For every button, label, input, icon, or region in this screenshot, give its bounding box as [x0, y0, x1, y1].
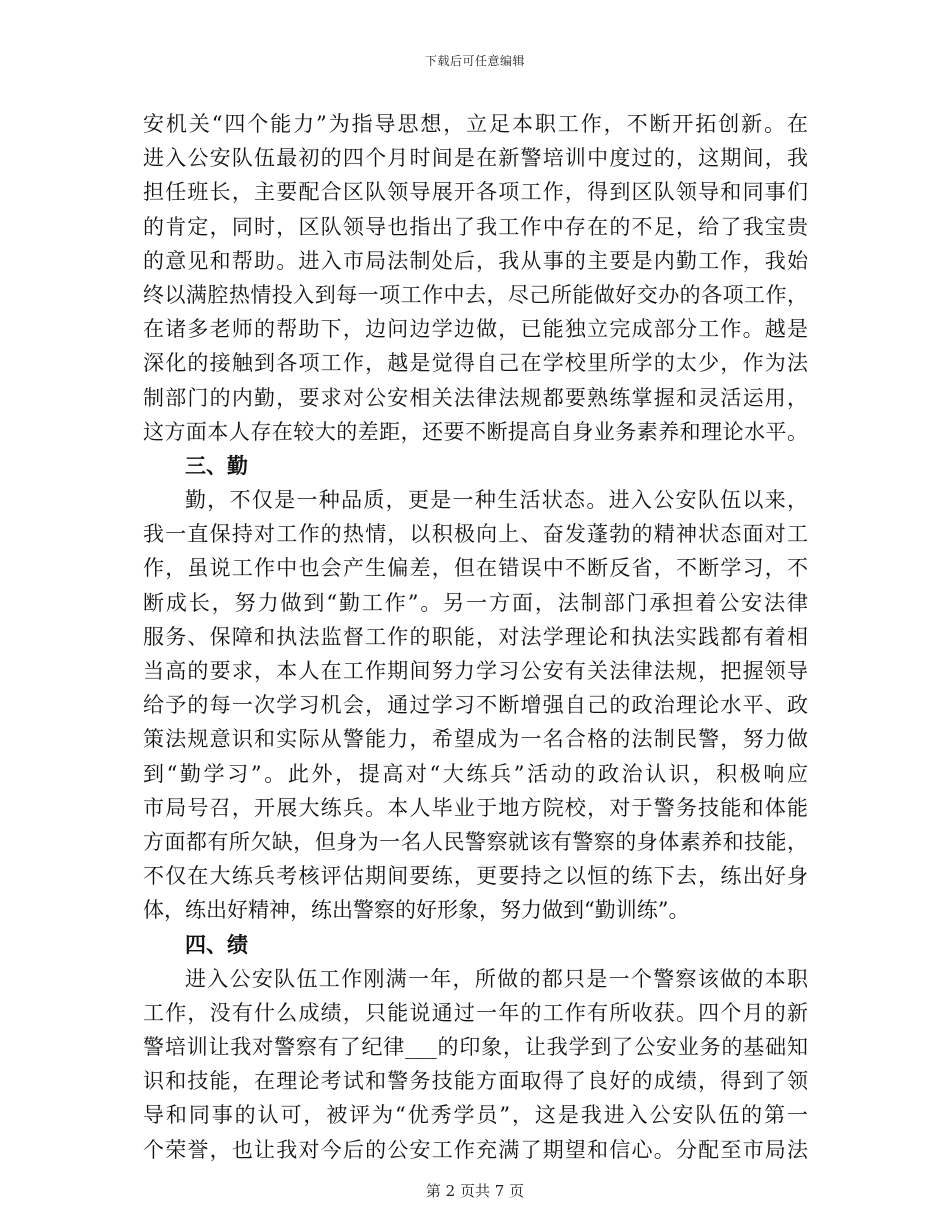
text-line: 勤，不仅是一种品质，更是一种生活状态。进入公安队伍以来，: [185, 488, 808, 513]
text-line: 识和技能，在理论考试和警务技能方面取得了良好的成绩，得到了领: [143, 1069, 808, 1094]
page-footer: 第 2 页共 7 页: [425, 1182, 525, 1200]
text-line: 策法规意识和实际从警能力，希望成为一名合格的法制民警，努力做: [143, 727, 808, 752]
text-line: 这方面本人存在较大的差距，还要不断提高自身业务素养和理论水平。: [143, 419, 808, 444]
text-line: 断成长，努力做到“勤工作”。另一方面，法制部门承担着公安法律: [143, 590, 808, 615]
text-line: 担任班长，主要配合区队领导展开各项工作，得到区队领导和同事们: [143, 180, 808, 205]
text-line: 制部门的内勤，要求对公安相关法律法规都要熟练掌握和灵活运用，: [143, 385, 808, 410]
text-line: 深化的接触到各项工作，越是觉得自己在学校里所学的太少，作为法: [143, 351, 808, 376]
text-line: 我一直保持对工作的热情，以积极向上、奋发蓬勃的精神状态面对工: [143, 522, 808, 547]
text-line: 安机关“四个能力”为指导思想，立足本职工作，不断开拓创新。在: [143, 112, 808, 136]
text-line: 不仅在大练兵考核评估期间要练，更要持之以恒的练下去，练出好身: [143, 864, 808, 889]
text-line: 当高的要求，本人在工作期间努力学习公安有关法律法规，把握领导: [143, 659, 808, 683]
text-line: 体，练出好精神，练出警察的好形象，努力做到“勤训练”。: [143, 898, 690, 923]
paragraph-3: [143, 962, 808, 1167]
text-line: 个荣誉，也让我对今后的公安工作充满了期望和信心。分配至市局法: [143, 1137, 808, 1162]
text-line: 进入公安队伍工作刚满一年，所做的都只是一个警察该做的本职: [185, 966, 808, 991]
text-line: 终以满腔热情投入到每一项工作中去，尽己所能做好交办的各项工作，: [143, 282, 808, 307]
text-line: 警培训让我对警察有了纪律___的印象，让我学到了公安业务的基础知: [143, 1035, 808, 1060]
section-heading-qin: 三、勤: [185, 452, 248, 478]
text-line: 到“勤学习”。此外，提高对“大练兵”活动的政治认识，积极响应: [143, 761, 808, 786]
section-heading-ji: 四、绩: [185, 931, 248, 957]
text-line: 服务、保障和执法监督工作的职能，对法学理论和执法实践都有着相: [143, 624, 808, 649]
text-line: 在诸多老师的帮助下，边问边学边做，已能独立完成部分工作。越是: [143, 317, 808, 342]
text-line: 的意见和帮助。进入市局法制处后，我从事的主要是内勤工作，我始: [143, 248, 808, 273]
page-header: 下载后可任意编辑: [424, 54, 525, 68]
text-line: 导和同事的认可，被评为“优秀学员”，这是我进入公安队伍的第一: [143, 1103, 808, 1128]
text-line: 给予的每一次学习机会，通过学习不断增强自己的政治理论水平、政: [143, 693, 808, 718]
text-line: 工作，没有什么成绩，只能说通过一年的工作有所收获。四个月的新: [143, 1000, 808, 1025]
text-line: 的肯定，同时，区队领导也指出了我工作中存在的不足，给了我宝贵: [143, 214, 808, 239]
text-line: 市局号召，开展大练兵。本人毕业于地方院校，对于警务技能和体能: [143, 795, 808, 820]
document-body: [143, 107, 808, 1167]
text-line: 进入公安队伍最初的四个月时间是在新警培训中度过的，这期间，我: [143, 146, 808, 171]
paragraph-1: [143, 107, 808, 449]
paragraph-2: [143, 483, 808, 927]
text-line: 作，虽说工作中也会产生偏差，但在错误中不断反省，不断学习，不: [143, 556, 808, 581]
text-line: 方面都有所欠缺，但身为一名人民警察就该有警察的身体素养和技能，: [143, 829, 808, 854]
